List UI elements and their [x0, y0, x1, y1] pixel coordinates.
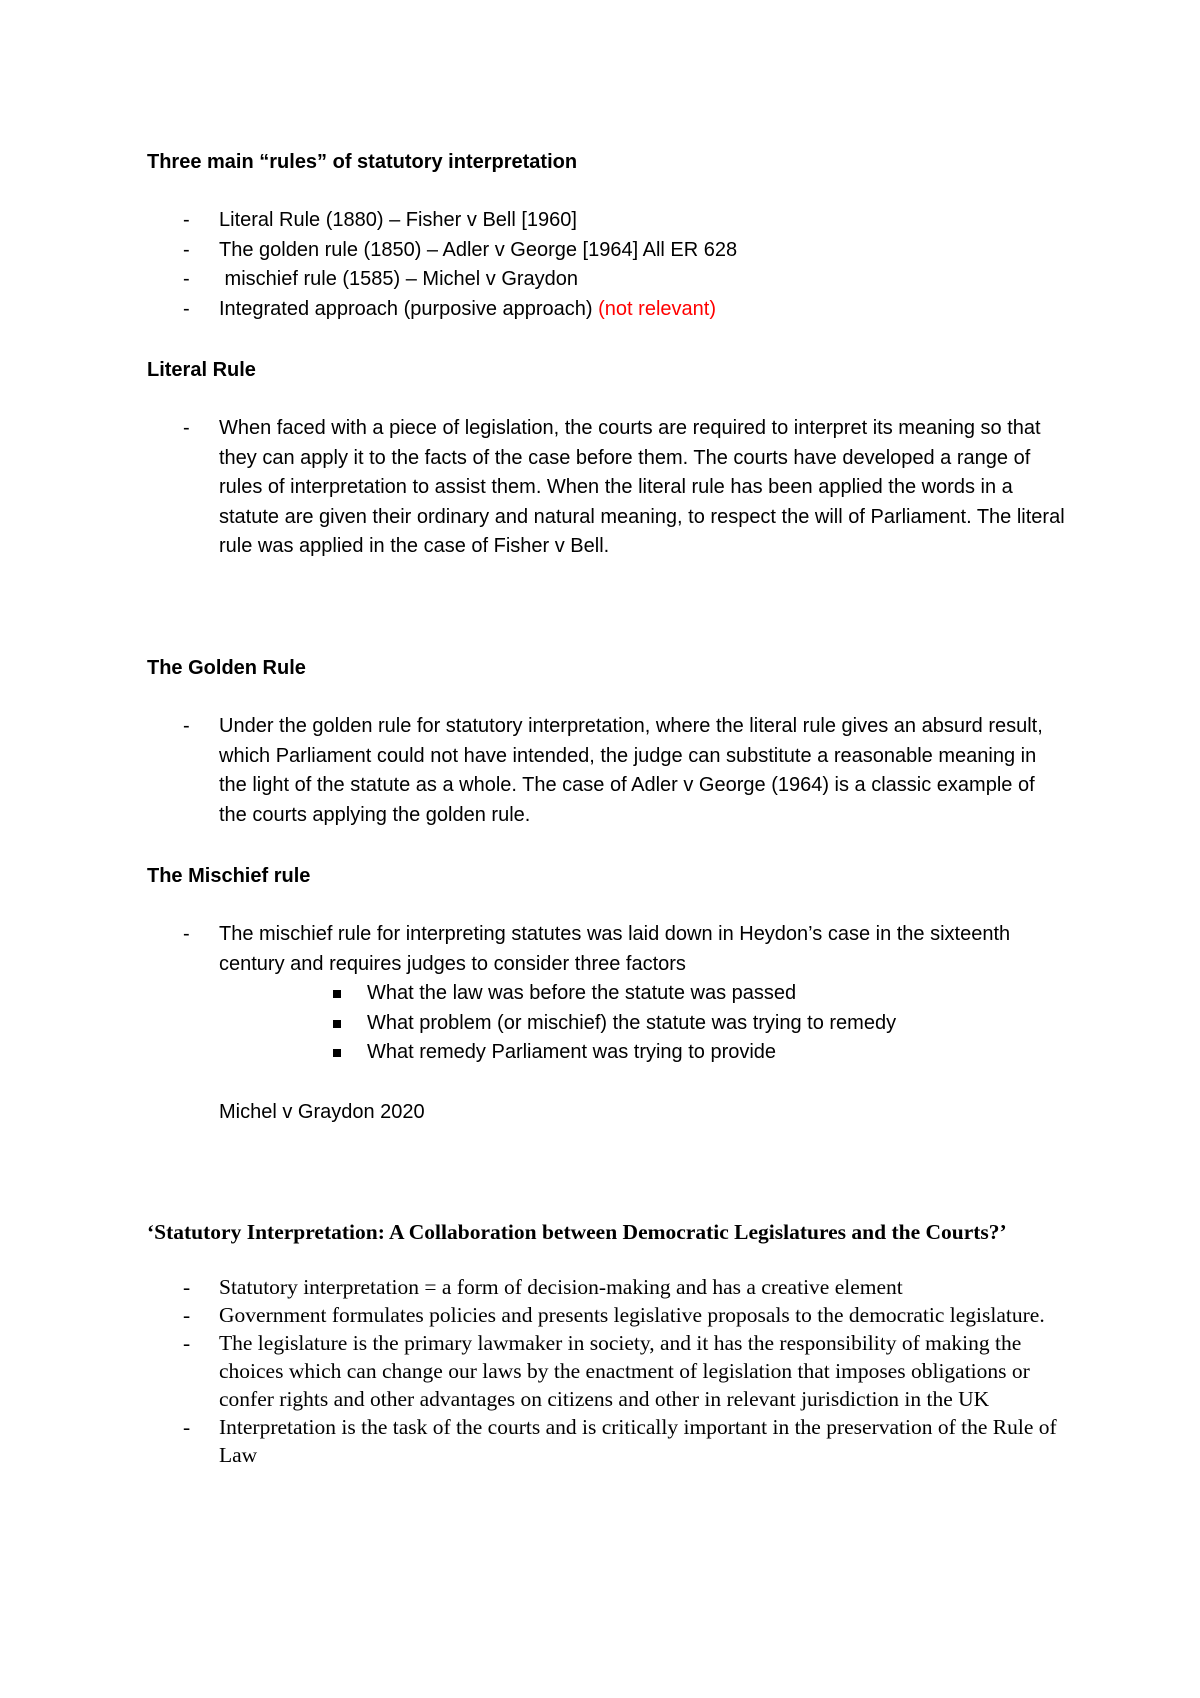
list-item: - When faced with a piece of legislation, the courts are required to interpret its meaning so that they can apply it to the facts of the case before them. The courts have developed a range of rules of interpretation to assist them. When the literal rule has been applied the words in a statute are given their ordinary and natural meaning, to respect the will of Parliament. The literal rule was applied in the case of Fisher v Bell.	[147, 414, 1067, 562]
list-item: - Literal Rule (1880) – Fisher v Bell [1960]	[147, 206, 1067, 236]
dash-bullet: -	[183, 923, 190, 945]
golden-list	[147, 712, 1067, 830]
list-item: - The golden rule (1850) – Adler v George [1964] All ER 628	[147, 236, 1067, 266]
dash-bullet: -	[183, 1275, 191, 1299]
factor-item: What the law was before the statute was passed	[147, 979, 1067, 1009]
section-heading: The Golden Rule	[147, 657, 306, 679]
dash-bullet: -	[183, 268, 190, 290]
case-note: Michel v Graydon 2020	[219, 1100, 425, 1123]
section-rules-overview	[147, 147, 1067, 324]
dash-bullet: -	[183, 417, 190, 439]
mischief-list	[147, 920, 1067, 979]
list-item: - mischief rule (1585) – Michel v Graydon	[147, 265, 1067, 295]
section-mischief-rule	[147, 861, 1067, 1127]
dash-bullet: -	[183, 1415, 191, 1439]
dash-bullet: -	[183, 209, 190, 231]
dash-bullet: -	[183, 715, 190, 737]
article-title: ‘Statutory Interpretation: A Collaboration between Democratic Legislatures and the Courts?’	[147, 1220, 1007, 1244]
factor-item: What remedy Parliament was trying to provide	[147, 1038, 1067, 1068]
dash-bullet: -	[183, 1303, 191, 1327]
square-bullet-icon	[333, 1049, 341, 1057]
rules-list	[147, 206, 1067, 324]
list-item: - Under the golden rule for statutory interpretation, where the literal rule gives an absurd result, which Parliament could not have intended, the judge can substitute a reasonable meaning in the light of the statute as a whole. The case of Adler v George (1964) is a classic example of the courts applying the golden rule.	[147, 712, 1067, 830]
list-item: - The mischief rule for interpreting statutes was laid down in Heydon’s case in the sixteenth century and requires judges to consider three factors	[147, 920, 1067, 979]
factors-list	[147, 979, 1067, 1068]
list-item: - Integrated approach (purposive approach) (not relevant)	[147, 295, 1067, 325]
list-item: - The legislature is the primary lawmaker in society, and it has the responsibility of making the choices which can change our laws by the enactment of legislation that imposes obligations or confer rights and other advantages on citizens and other in relevant jurisdiction in the UK	[183, 1331, 1030, 1411]
square-bullet-icon	[333, 1020, 341, 1028]
section-article	[147, 1218, 1067, 1469]
section-golden-rule	[147, 653, 1067, 830]
section-heading: The Mischief rule	[147, 865, 311, 887]
list-item: - Interpretation is the task of the courts and is critically important in the preservation of the Rule of Law	[183, 1415, 1057, 1467]
dash-bullet: -	[183, 238, 190, 261]
factor-item: What problem (or mischief) the statute was trying to remedy	[147, 1009, 1067, 1039]
article-list	[147, 1273, 1067, 1469]
dash-bullet: -	[183, 1331, 191, 1355]
list-item: - Statutory interpretation = a form of decision-making and has a creative element	[183, 1275, 903, 1299]
list-item: - Government formulates policies and presents legislative proposals to the democratic legislature.	[183, 1303, 1045, 1327]
dash-bullet: -	[183, 297, 190, 320]
section-heading: Three main “rules” of statutory interpretation	[147, 151, 578, 173]
not-relevant-note: (not relevant)	[598, 297, 716, 320]
section-heading: Literal Rule	[147, 359, 256, 381]
section-literal-rule	[147, 355, 1067, 562]
square-bullet-icon	[333, 990, 341, 998]
literal-list	[147, 414, 1067, 562]
